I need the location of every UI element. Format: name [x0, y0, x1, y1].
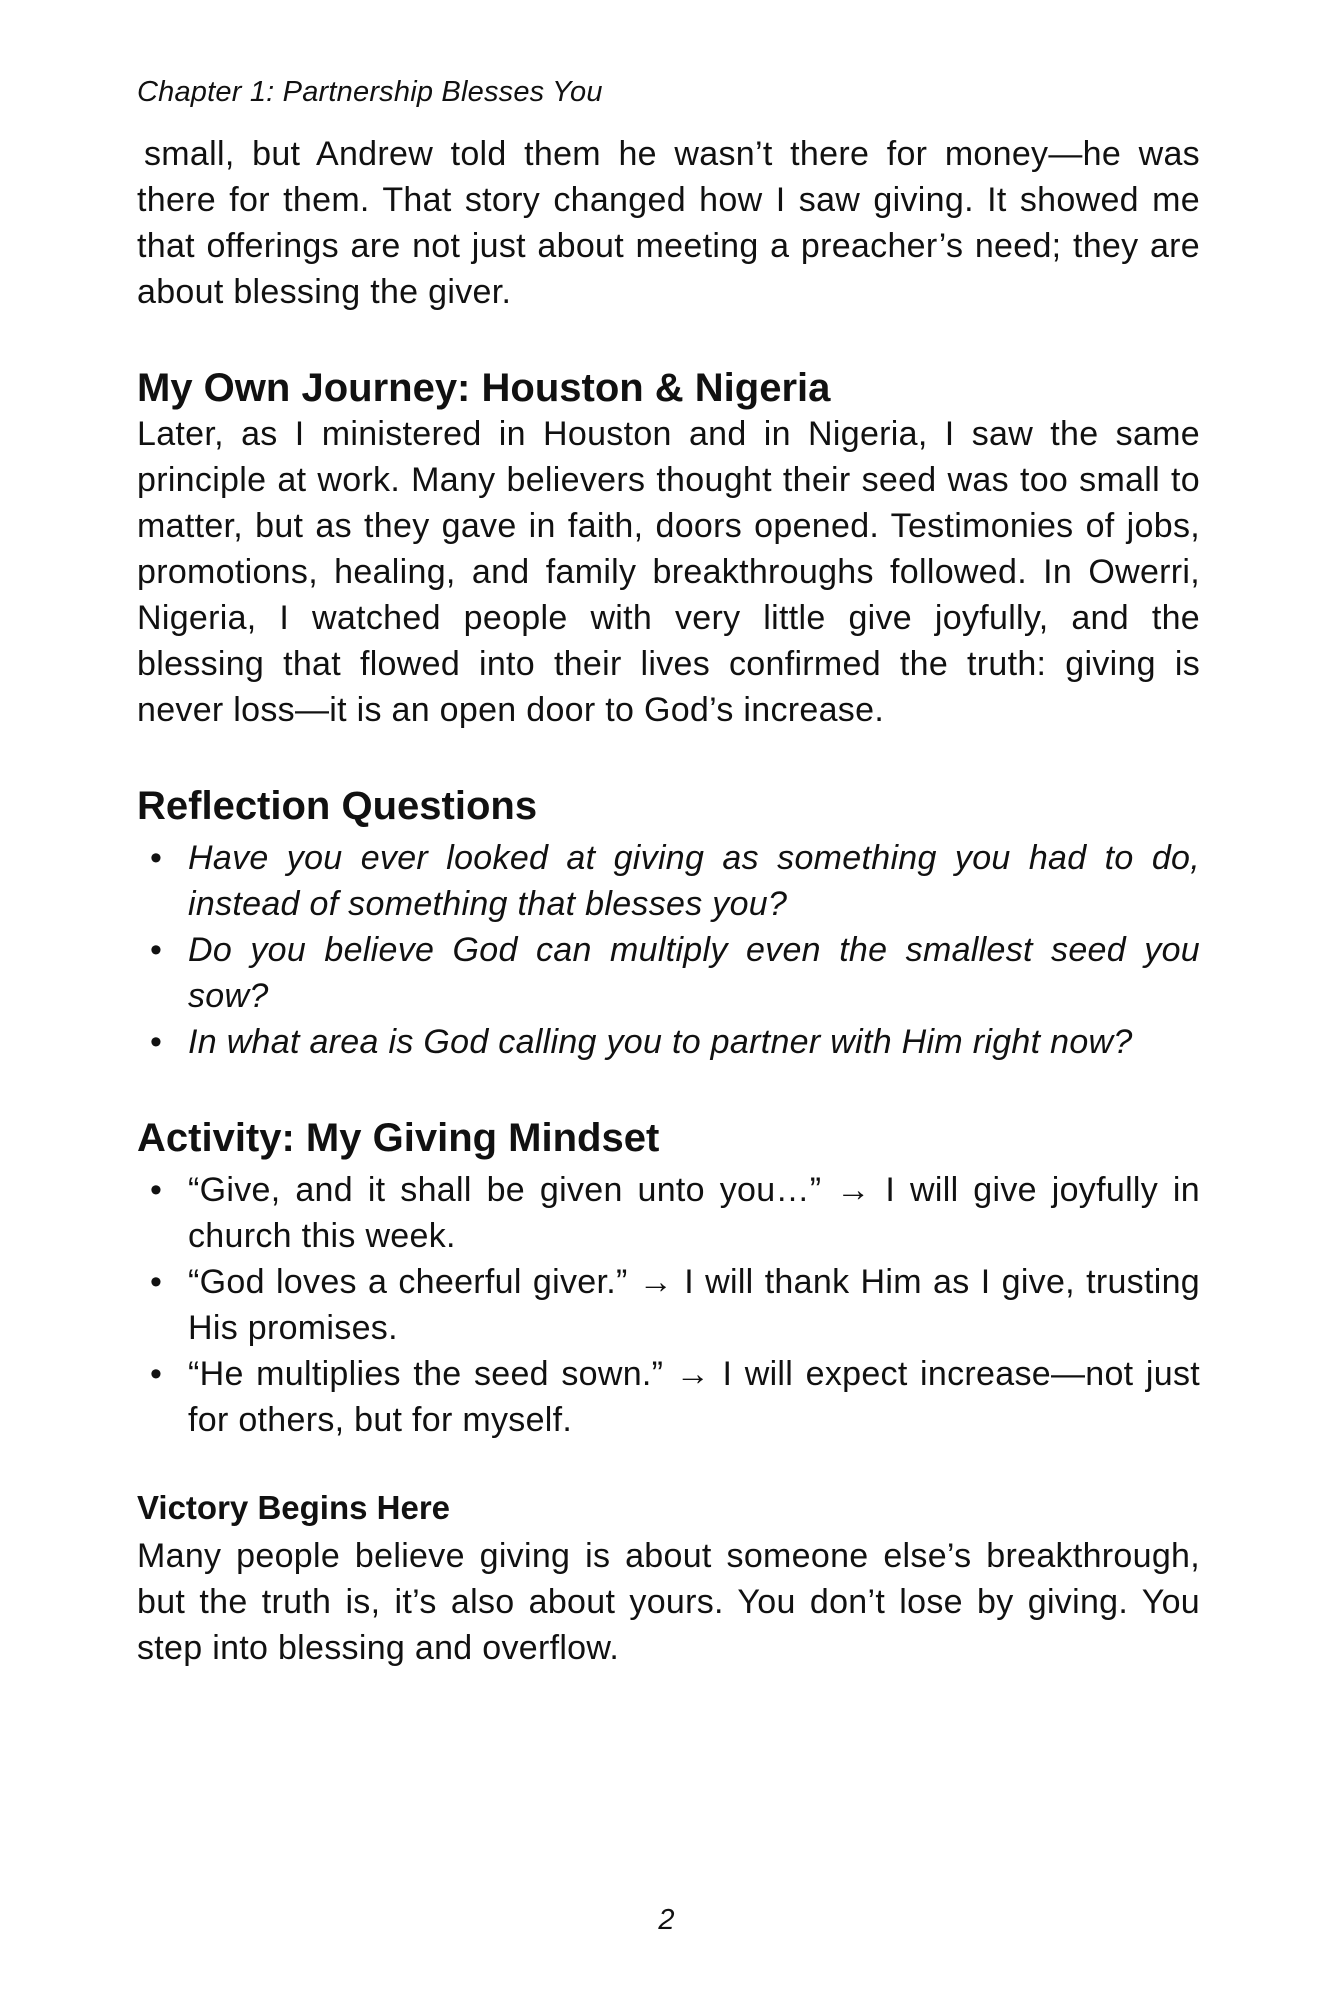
reflection-question-text: In what area is God calling you to partner with Him right now?	[188, 1023, 1133, 1061]
reflection-question-text: Do you believe God can multiply even the smallest seed you sow?	[188, 931, 1200, 1015]
reflection-question-item	[137, 927, 1200, 1019]
section-heading-journey: My Own Journey: Houston & Nigeria	[137, 366, 831, 410]
reflection-question-text: Have you ever looked at giving as something you had to do, instead of something that blesses you?	[188, 839, 1200, 923]
bullet-icon: •	[150, 1355, 163, 1393]
bullet-icon: •	[150, 931, 163, 969]
chapter-running-header: Chapter 1: Partnership Blesses You	[137, 76, 603, 108]
activity-item	[137, 1167, 1200, 1259]
activity-item-text: “Give, and it shall be given unto you…” → I will give joyfully in church this week.	[188, 1171, 1200, 1255]
bullet-icon: •	[150, 1263, 163, 1301]
section-heading-victory: Victory Begins Here	[137, 1489, 451, 1526]
reflection-questions-list	[137, 835, 1200, 1065]
section-heading-reflection: Reflection Questions	[137, 784, 538, 828]
bullet-icon: •	[150, 839, 163, 877]
page-number: 2	[658, 1904, 675, 1936]
bullet-icon: •	[150, 1023, 163, 1061]
journey-paragraph: Later, as I ministered in Houston and in Nigeria, I saw the same principle at work. Many believers thought their seed was too small to matter, but as they gave in faith, doors opened. Testimonies of jobs, promotions, healing, and family breakthroughs followed. In Owerri, Nigeria, I watched people with very little give joyfully, and the blessing that flowed into their lives confirmed the truth: giving is never loss—it is an open door to God’s increase.	[137, 415, 1200, 729]
section-heading-activity: Activity: My Giving Mindset	[137, 1116, 660, 1160]
activity-list	[137, 1167, 1200, 1443]
reflection-question-item	[137, 835, 1200, 927]
activity-item	[137, 1351, 1200, 1443]
intro-paragraph: small, but Andrew told them he wasn’t there for money—he was there for them. That story changed how I saw giving. It showed me that offerings are not just about meeting a preacher’s need; they are about blessing the giver.	[137, 135, 1200, 311]
victory-paragraph: Many people believe giving is about someone else’s breakthrough, but the truth is, it’s also about yours. You don’t lose by giving. You step into blessing and overflow.	[137, 1537, 1200, 1667]
bullet-icon: •	[150, 1171, 163, 1209]
activity-item-text: “God loves a cheerful giver.” → I will thank Him as I give, trusting His promises.	[188, 1263, 1200, 1347]
activity-item	[137, 1259, 1200, 1351]
reflection-question-item	[137, 1019, 1200, 1065]
activity-item-text: “He multiplies the seed sown.” → I will expect increase—not just for others, but for myself.	[188, 1355, 1200, 1439]
